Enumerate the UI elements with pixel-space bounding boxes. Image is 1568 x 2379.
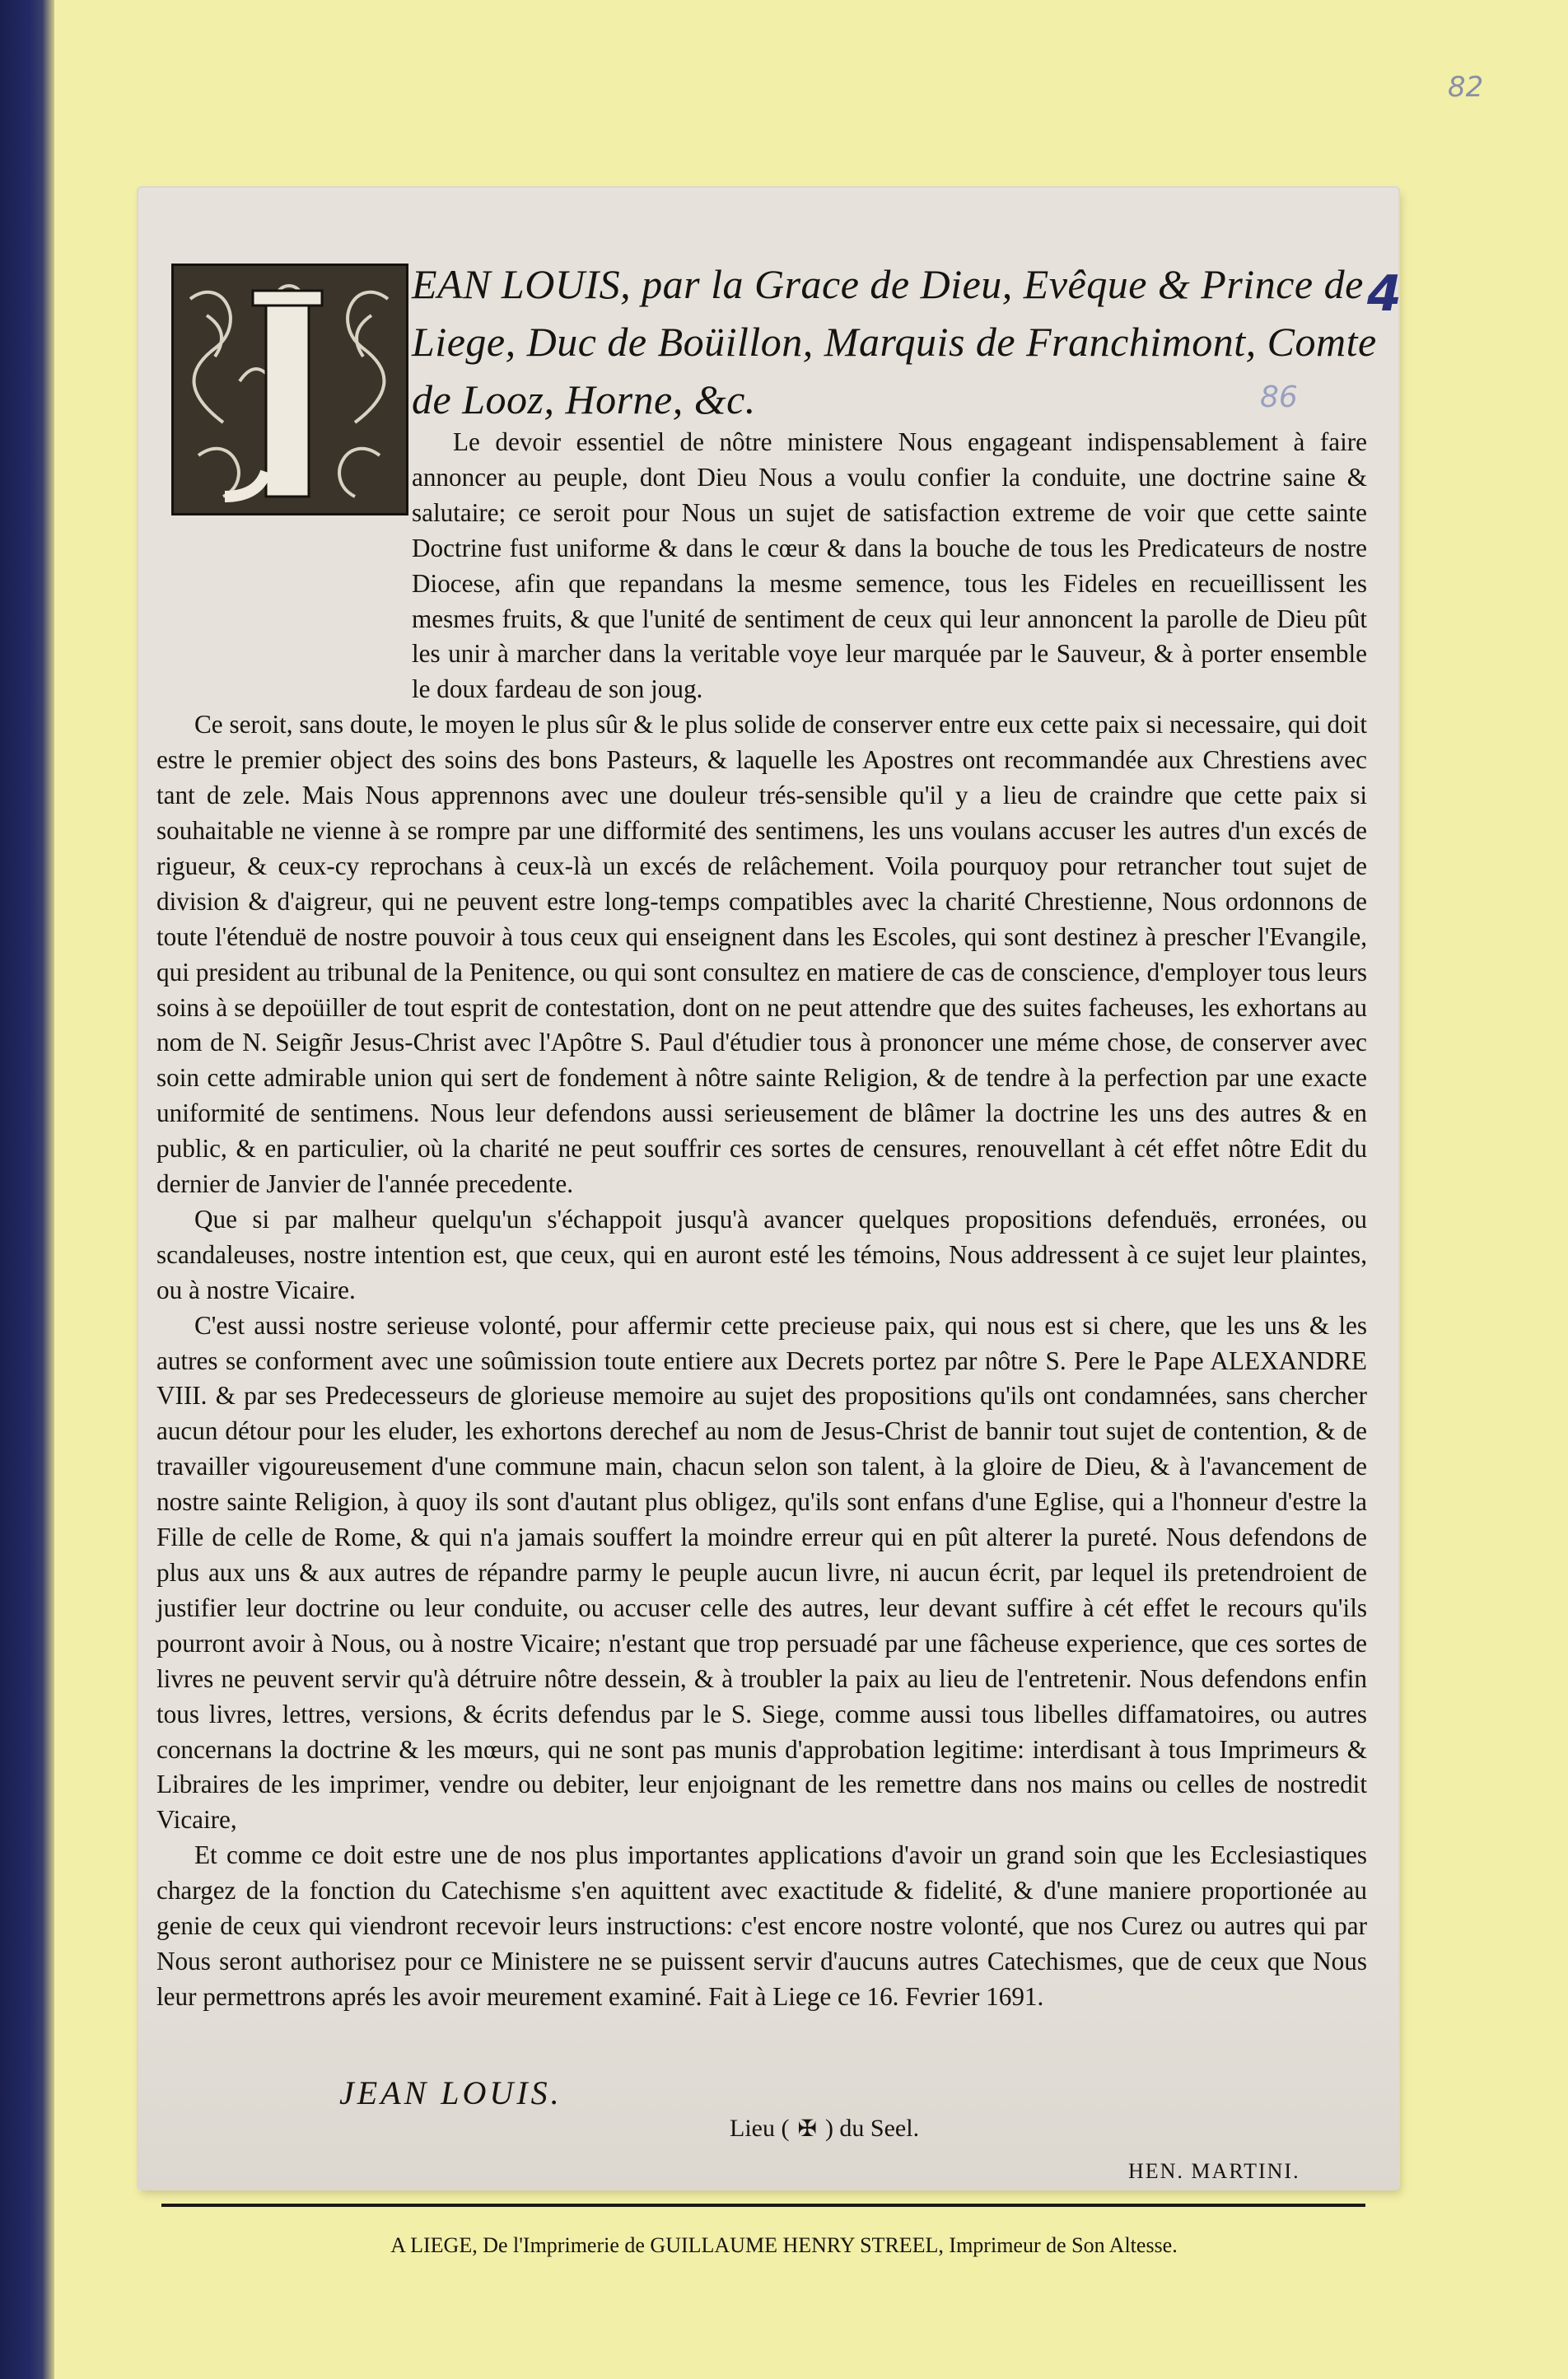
paragraph-2: Ce seroit, sans doute, le moyen le plus sûr & le plus solide de conserver entre eux cette paix si necessaire, qui doit estre le premier object des soins des bons Pasteurs, & laquelle les Apostres ont recommandée aux Chrestiens avec tant de zele. Mais Nous apprennons avec une douleur trés-sensible qu'il y a lieu de craindre que cette paix si souhaitable ne vienne à se rompre par une difformité des sentimens, les uns voulans accuser les autres d'un excés de rigueur, & ceux-cy reprochans à ceux-là un excés de relâchement. Voila pourquoy pour retrancher tout sujet de division & d'aigreur, qui ne peuvent estre long-temps compatibles avec la charité Chrestienne, Nous ordonnons de toute l'étenduë de nostre pouvoir à tous ceux qui enseignent dans les Escoles, qui sont destinez à prescher l'Evangile, qui president au tribunal de la Penitence, ou qui sont consultez en matiere de cas de conscience, d'employer tous leurs soins à se depoüiller de tout esprit de contestation, dont on ne peut attendre que des suites facheuses, les exhortans au nom de N. Seigñr Jesus-Christ avec l'Apôtre S. Paul d'étudier tous à prononcer une méme chose, de conserver avec soin cette admirable union qui sert de fondement à nôtre sainte Religion, & de tendre à la perfection par une exacte uniformité de sentimens. Nous leur defendons aussi serieusement de blâmer la doctrine les uns des autres & en public, & en particulier, où la charité ne peut souffrir ces sortes de censures, renouvellant à cét effet nôtre Edit du dernier de Janvier de l'année precedente. — [156, 710, 1367, 1199]
seal-text-after: ) du Seel. — [824, 2115, 920, 2142]
cross-icon: ✠ — [797, 2116, 817, 2142]
signature: JEAN LOUIS. — [339, 2074, 562, 2111]
binding-strip — [0, 0, 54, 2379]
paragraph-1: Le devoir essentiel de nôtre ministere Nous engageant indispensablement à faire annoncer au peuple, dont Dieu Nous a voulu confier la conduite, une doctrine saine & salutaire; ce seroit pour Nous un sujet de satisfaction extreme de voir que cette sainte Doctrine fust uniforme & dans le cœur & dans la bouche de tous les Predicateurs de nostre Diocese, afin que repandans la mesme semence, tous les Fideles en recueillissent les mesmes fruits, & que l'unité de sentiment de ceux qui leur annoncent la parolle de Dieu pût les unir à marcher dans la veritable voye leur marquée par le Sauveur, & à porter ensemble le doux fardeau de son joug. — [412, 427, 1367, 704]
secretary-name: HEN. MARTINI. — [1128, 2159, 1300, 2183]
decree-body — [156, 425, 1367, 2015]
paragraph-5: Et comme ce doit estre une de nos plus importantes applications d'avoir un grand soin que les Ecclesiastiques chargez de la fonction du Catechisme s'en aquittent avec exactitude & fidelité, & d'une maniere proportionée au genie de ceux qui viendront recevoir leurs instructions: c'est encore nostre volonté, que nos Curez ou autres qui par Nous seront authorisez pour ce Ministere ne se puissent servir d'aucuns autres Catechismes, que de ceux que Nous leur permettrons aprés les avoir meurement examiné. Fait à Liege ce 16. Fevrier 1691. — [156, 1840, 1367, 2011]
paragraph-4: C'est aussi nostre serieuse volonté, pour affermir cette precieuse paix, qui nous est si chere, que les uns & les autres se conforment avec une soûmission toute entiere aux Decrets portez par nôtre S. Pere le Pape ALEXANDRE VIII. & par ses Predecesseurs de glorieuse memoire au sujet des propositions qu'ils ont condamnées, sans chercher aucun détour pour les eluder, les exhortons derechef au nom de Jesus-Christ de bannir tout sujet de contention, & de travailler vigoureusement d'une commune main, chacun selon son talent, à la gloire de Dieu, & à l'avancement de nostre sainte Religion, à quoy ils sont d'autant plus obligez, qu'ils sont enfans d'une Eglise, qui a l'honneur d'estre la Fille de celle de Rome, & qui n'a jamais souffert la moindre erreur qui en pût alterer la pureté. Nous defendons de plus aux uns & aux autres de répandre parmy le peuple aucun livre, ni aucun écrit, par lequel ils pretendroient de justifier leur doctrine ou leur conduite, ou accuser celle des autres, leur devant suffire à cét effet le recours qu'ils pourront avoir à Nous, ou à nostre Vicaire; n'estant que trop persuadé par une fâcheuse experience, que ces sortes de livres ne peuvent servir qu'à détruire nôtre dessein, & à troubler la paix au lieu de l'entretenir. Nous defendons enfin tous livres, lettres, versions, & écrits defendus par le S. Siege, comme aussi tous libelles diffamatoires, ou autres concernans la doctrine & les mœurs, qui ne sont pas munis d'approbation legitime: interdisant à tous Imprimeurs & Libraires de les imprimer, vendre ou debiter, leur enjoignant de les remettre dans nos mains ou celles de nostredit Vicaire, — [156, 1310, 1367, 1835]
paragraph-3: Que si par malheur quelqu'un s'échappoit jusqu'à avancer quelques propositions defenduës, erronées, ou scandaleuses, nostre intention est, que ceux, qui en auront esté les témoins, Nous addressent à ce sujet leur plaintes, ou à nostre Vicaire. — [156, 1204, 1367, 1304]
printer-imprint: A LIEGE, De l'Imprimerie de GUILLAUME HENRY STREEL, Imprimeur de Son Altesse. — [390, 2233, 1178, 2257]
divider-rule — [161, 2204, 1365, 2207]
seal-text-before: Lieu ( — [730, 2115, 790, 2142]
seal-line — [730, 2115, 919, 2143]
manuscript-number: 86 — [1260, 380, 1298, 414]
manuscript-mark: 4 — [1367, 265, 1402, 323]
decree-heading: EAN LOUIS, par la Grace de Dieu, Evêque & Prince de Liege, Duc de Boüillon, Marquis de Franchimont, Comte de Looz, Horne, &c. — [412, 261, 1377, 422]
folio-number: 82 — [1448, 71, 1484, 104]
